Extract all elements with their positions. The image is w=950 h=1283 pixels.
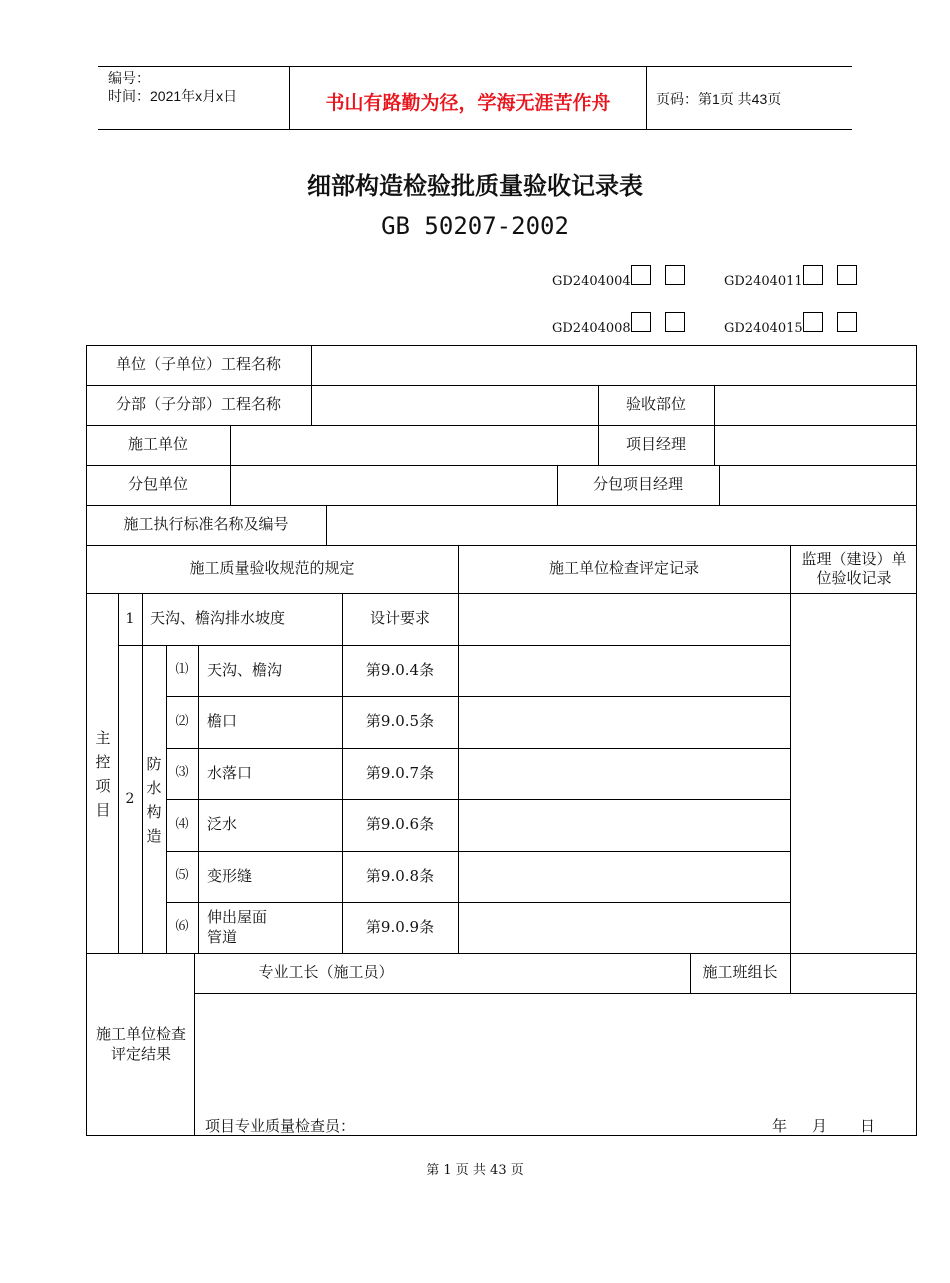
date-year: 年 xyxy=(772,1117,788,1135)
unit-project-field[interactable] xyxy=(312,345,916,385)
sub-project-label: 分部（子分部）工程名称 xyxy=(115,395,281,414)
col-spec-header: 施工质量验收规范的规定 xyxy=(189,559,355,578)
main-items-label: 主控项目 xyxy=(95,729,111,819)
page-title: 细部构造检验批质量验收记录表 xyxy=(307,173,643,200)
item-2-group-label: 防水构造 xyxy=(146,755,162,845)
acceptance-part-field[interactable] xyxy=(715,385,916,425)
motto-text: 书山有路勤为径，学海无涯苦作舟 xyxy=(325,93,611,114)
item-1-requirement: 设计要求 xyxy=(369,609,430,628)
time-label: 时间：2021年x月x日 xyxy=(108,88,238,104)
team-leader-field[interactable] xyxy=(791,953,916,993)
item-1-name: 天沟、檐沟排水坡度 xyxy=(150,609,286,628)
sub-project-field[interactable] xyxy=(312,385,598,425)
result-label: 施工单位检查评定结果 xyxy=(96,1025,187,1063)
checkbox[interactable] xyxy=(631,312,651,332)
subcontract-manager-label: 分包项目经理 xyxy=(592,475,683,494)
checkbox[interactable] xyxy=(837,312,857,332)
header-bottom-line xyxy=(98,129,852,130)
project-manager-label: 项目经理 xyxy=(625,435,686,454)
table-line xyxy=(142,593,143,953)
header-divider-2 xyxy=(646,66,647,130)
sub-item-number: ⑷ xyxy=(175,816,189,832)
sub-item-name: 檐口 xyxy=(207,712,238,731)
checkbox[interactable] xyxy=(837,265,857,285)
supervision-record-field[interactable] xyxy=(791,593,916,953)
sub-item-clause: 第9.0.4条 xyxy=(365,660,435,679)
code-3: GD2404008 xyxy=(552,321,631,336)
sub-item-number: ⑵ xyxy=(175,713,189,729)
inspector-label: 项目专业质量检查员： xyxy=(205,1117,356,1135)
checkbox[interactable] xyxy=(665,265,685,285)
sub-item-name: 天沟、檐沟 xyxy=(207,660,283,679)
col-supervision-header: 监理（建设）单位验收记录 xyxy=(801,549,907,587)
sub-item-number: ⑴ xyxy=(175,662,189,678)
col-record-header: 施工单位检查评定记录 xyxy=(548,559,699,578)
foreman-field[interactable] xyxy=(459,953,690,993)
code-4: GD2404015 xyxy=(724,321,803,336)
item-1-number: 1 xyxy=(125,610,135,627)
checkbox[interactable] xyxy=(631,265,651,285)
subcontract-unit-label: 分包单位 xyxy=(127,475,188,494)
header-top-line xyxy=(98,66,852,67)
subcontract-unit-field[interactable] xyxy=(231,465,557,505)
sub-item-number: ⑸ xyxy=(175,868,189,884)
table-line xyxy=(916,345,917,1136)
result-field[interactable] xyxy=(195,994,916,1104)
sub-item-clause: 第9.0.9条 xyxy=(365,917,435,936)
date-day: 日 xyxy=(860,1117,876,1135)
unit-project-label: 单位（子单位）工程名称 xyxy=(115,355,281,374)
item-1-record-field[interactable] xyxy=(459,593,790,645)
construction-unit-field[interactable] xyxy=(231,425,598,465)
sub-item-clause: 第9.0.5条 xyxy=(365,712,435,731)
sub-item-name: 变形缝 xyxy=(207,866,253,885)
foreman-label: 专业工长（施工员） xyxy=(258,963,394,982)
checkbox[interactable] xyxy=(803,265,823,285)
sub-item-record-field[interactable] xyxy=(459,645,790,696)
sub-item-number: ⑶ xyxy=(175,765,189,781)
sub-item-record-field[interactable] xyxy=(459,902,790,953)
checkbox[interactable] xyxy=(803,312,823,332)
sub-item-name: 泛水 xyxy=(207,815,238,834)
team-leader-label: 施工班组长 xyxy=(702,963,778,982)
code-2: GD2404011 xyxy=(724,274,803,289)
subcontract-manager-field[interactable] xyxy=(720,465,916,505)
standard-code: GB 50207-2002 xyxy=(381,212,569,240)
page-info: 页码：第1页 共43页 xyxy=(656,91,782,107)
sub-item-record-field[interactable] xyxy=(459,851,790,902)
sub-item-record-field[interactable] xyxy=(459,748,790,799)
sub-item-name: 伸出屋面管道 xyxy=(207,908,268,946)
standard-name-field[interactable] xyxy=(327,505,916,545)
sub-item-record-field[interactable] xyxy=(459,696,790,748)
sub-item-number: ⑹ xyxy=(175,919,189,935)
project-manager-field[interactable] xyxy=(715,425,916,465)
item-2-number: 2 xyxy=(125,790,135,807)
sub-item-clause: 第9.0.6条 xyxy=(365,815,435,834)
sub-item-clause: 第9.0.8条 xyxy=(365,866,435,885)
sub-item-name: 水落口 xyxy=(207,763,253,782)
sub-item-clause: 第9.0.7条 xyxy=(365,763,435,782)
checkbox[interactable] xyxy=(665,312,685,332)
sub-item-record-field[interactable] xyxy=(459,799,790,851)
code-1: GD2404004 xyxy=(552,274,631,289)
construction-unit-label: 施工单位 xyxy=(127,435,188,454)
acceptance-part-label: 验收部位 xyxy=(625,395,686,414)
standard-name-label: 施工执行标准名称及编号 xyxy=(123,515,289,534)
page-footer: 第 1 页 共 43 页 xyxy=(426,1163,524,1178)
date-month: 月 xyxy=(812,1117,828,1135)
number-label: 编号： xyxy=(108,70,150,86)
